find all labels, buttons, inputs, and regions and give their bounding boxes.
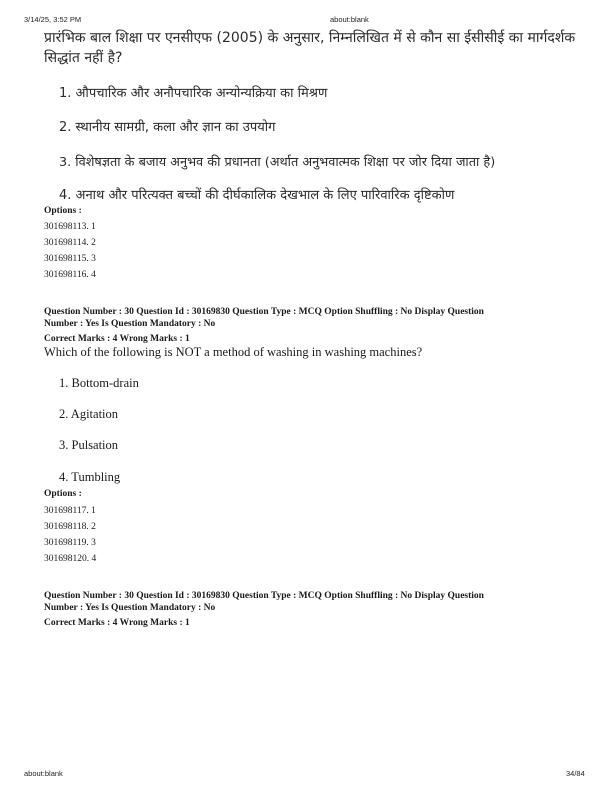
marks-line: Correct Marks : 4 Wrong Marks : 1 <box>44 334 190 344</box>
option-id-4: 301698120. 4 <box>44 554 97 564</box>
marks-line: Correct Marks : 4 Wrong Marks : 1 <box>44 618 190 628</box>
option-id-2: 301698114. 2 <box>44 238 96 248</box>
question-meta-line2: Number : Yes Is Question Mandatory : No <box>44 603 216 613</box>
choice-4: 4. Tumbling <box>59 470 121 484</box>
question-meta-line1: Question Number : 30 Question Id : 30169830 Question Type : MCQ Option Shuffling : No Display Question <box>44 307 484 317</box>
print-page-title: about:blank <box>330 15 369 24</box>
choice-2: 2. Agitation <box>59 407 119 421</box>
choice-2: 2. स्थानीय सामग्री, कला और ज्ञान का उपयोग <box>59 120 276 135</box>
option-id-1: 301698113. 1 <box>44 222 96 232</box>
question-meta-line2: Number : Yes Is Question Mandatory : No <box>44 319 216 329</box>
question-text-hindi: प्रारंभिक बाल शिक्षा पर एनसीएफ (2005) के अनुसार, निम्नलिखित में से कौन सा ईसीसीई का मार्गदर्शक सिद्धांत नहीं है? <box>44 30 576 66</box>
choice-4: 4. अनाथ और परित्यक्त बच्चों की दीर्घकालिक देखभाल के लिए पारिवारिक दृष्टिकोण <box>59 188 455 203</box>
print-footer-url: about:blank <box>24 769 63 778</box>
choice-1: 1. Bottom-drain <box>59 376 139 390</box>
option-id-3: 301698115. 3 <box>44 254 96 264</box>
choice-1: 1. औपचारिक और अनौपचारिक अन्योन्यक्रिया का मिश्रण <box>59 86 328 101</box>
question-meta-line1: Question Number : 30 Question Id : 30169830 Question Type : MCQ Option Shuffling : No Display Question <box>44 591 484 601</box>
options-label: Options : <box>44 206 82 216</box>
question-text: Which of the following is NOT a method of washing in washing machines? <box>44 345 423 359</box>
options-label: Options : <box>44 489 82 499</box>
option-id-3: 301698119. 3 <box>44 538 96 548</box>
option-id-4: 301698116. 4 <box>44 270 96 280</box>
print-timestamp: 3/14/25, 3:52 PM <box>24 15 82 24</box>
option-id-1: 301698117. 1 <box>44 506 96 516</box>
choice-3: 3. विशेषज्ञता के बजाय अनुभव की प्रधानता (अर्थात अनुभवात्मक शिक्षा पर जोर दिया जाता है) <box>59 155 496 170</box>
option-id-2: 301698118. 2 <box>44 522 96 532</box>
print-page-number: 34/84 <box>566 769 585 778</box>
choice-3: 3. Pulsation <box>59 438 119 452</box>
